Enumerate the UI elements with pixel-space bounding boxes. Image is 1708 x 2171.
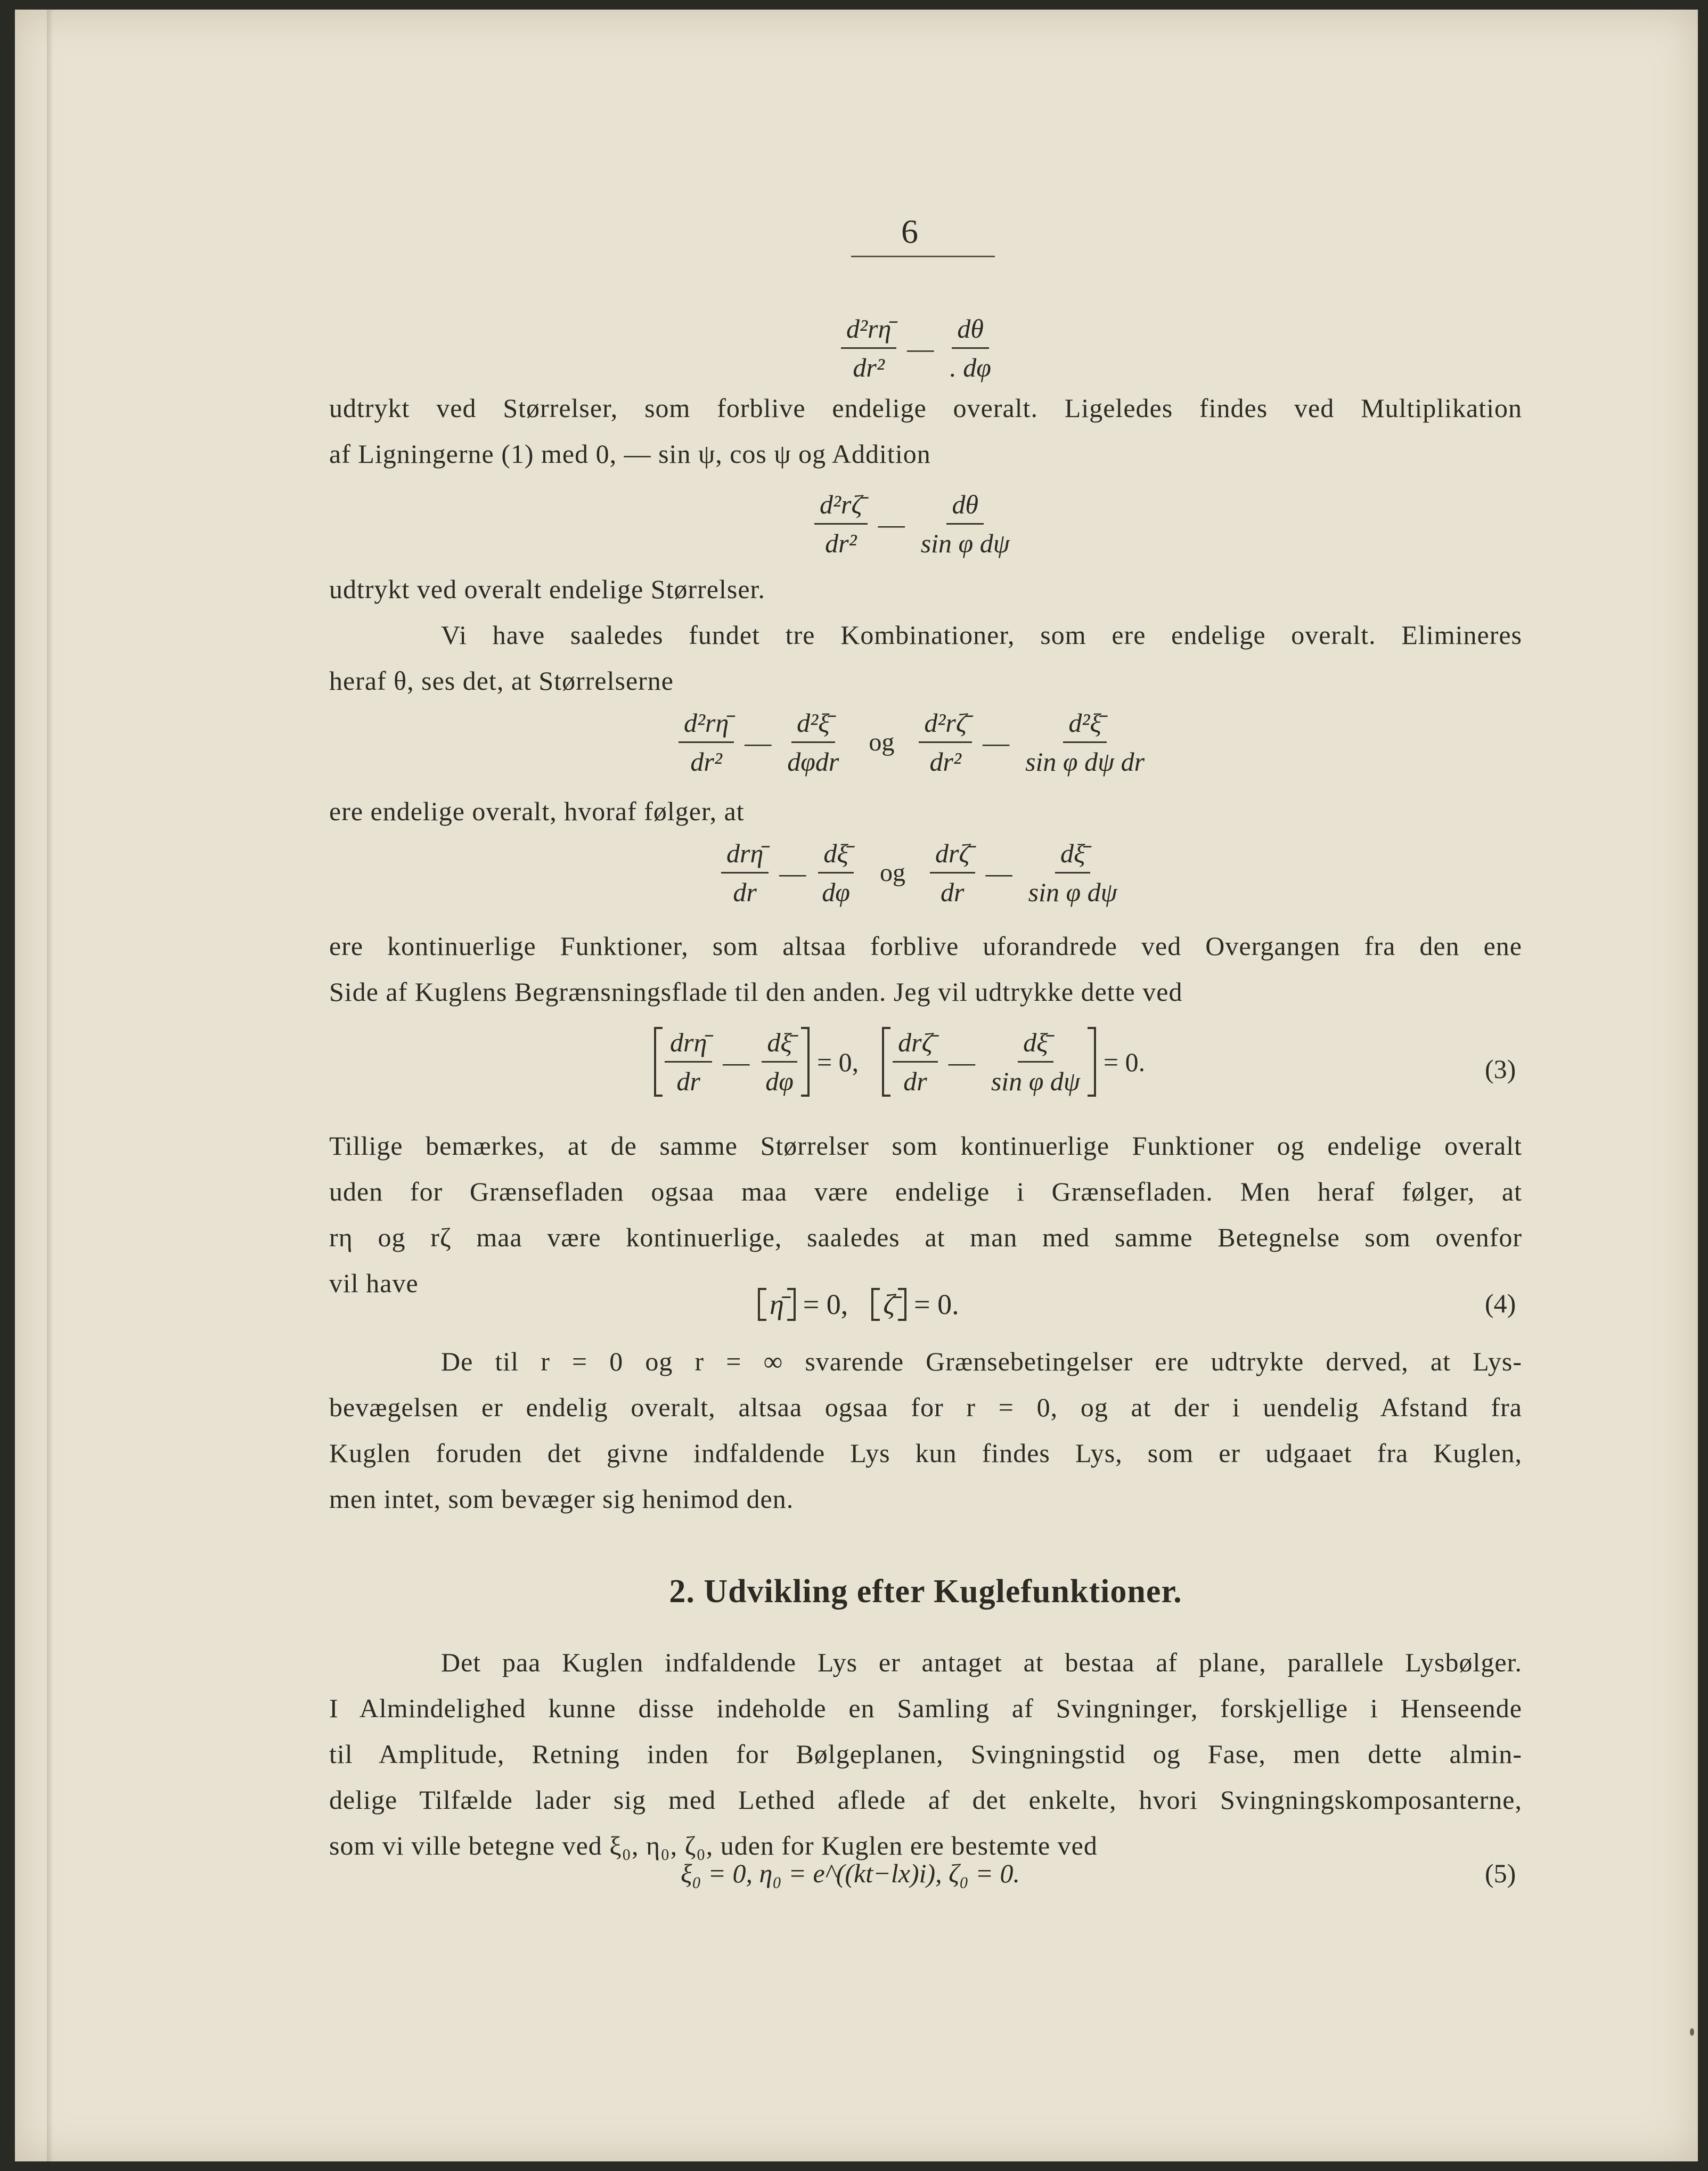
- fraction: [679, 707, 734, 777]
- equation-a: [838, 313, 1000, 383]
- numerator: drζ̄: [930, 838, 975, 874]
- equation-d: [718, 838, 1126, 908]
- denominator: dr²: [690, 747, 722, 777]
- page-number-rule: [851, 256, 995, 257]
- text-line: ere kontinuerlige Funktioner, som altsaa forblive uforandrede ved Overgangen fra den ene: [329, 931, 1522, 961]
- denominator: dr: [903, 1066, 927, 1096]
- fraction: [930, 838, 975, 908]
- denominator: sin φ dψ dr: [1025, 747, 1145, 777]
- text-line: vil have: [329, 1268, 419, 1298]
- numerator: dξ̄: [818, 838, 853, 874]
- text-line: udtrykt ved Størrelser, som forblive endelige overalt. Ligeledes findes ved Multiplikation: [329, 393, 1522, 423]
- text-line: til Amplitude, Retning inden for Bølgeplanen, Svingningstid og Fase, men dette almin-: [329, 1739, 1522, 1769]
- numerator: dθ: [946, 489, 984, 525]
- denominator: sin φ dψ: [920, 528, 1010, 558]
- text-line: ere endelige overalt, hvoraf følger, at: [329, 796, 745, 826]
- bracket-group: [654, 1027, 810, 1097]
- numerator: d²ξ̄: [1063, 707, 1106, 743]
- text-line: Vi have saaledes fundet tre Kombinationer, som ere endelige overalt. Elimineres: [441, 620, 1522, 650]
- text-line: bevægelsen er endelig overalt, altsaa ogsaa for r = 0, og at der i uendelig Afstand fra: [329, 1392, 1522, 1422]
- symbol: ζ̄: [883, 1288, 895, 1320]
- denominator: dφ: [822, 877, 850, 907]
- fraction: [782, 707, 844, 777]
- fraction: [841, 313, 896, 383]
- denominator: dφdr: [787, 747, 839, 777]
- section-heading: 2. Udvikling efter Kuglefunktioner.: [669, 1573, 1182, 1610]
- text-line: delige Tilfælde lader sig med Lethed aflede af det enkelte, hvori Svingningskomposanterne,: [329, 1785, 1522, 1815]
- equals-zero: = 0,: [816, 1047, 859, 1077]
- equals-zero: = 0.: [1103, 1047, 1146, 1077]
- equation-3: [654, 1027, 1153, 1097]
- page-number: 6: [901, 213, 918, 250]
- bracket-group: [871, 1288, 906, 1321]
- denominator: . dφ: [950, 353, 991, 382]
- denominator: dr²: [929, 747, 961, 777]
- fraction: [760, 1027, 799, 1097]
- equals-zero: = 0.: [914, 1288, 959, 1320]
- text-line: De til r = 0 og r = ∞ svarende Grænsebetingelser ere udtrykte derved, at Lys-: [441, 1346, 1522, 1376]
- fraction: [944, 313, 996, 383]
- operator: —: [723, 1047, 750, 1077]
- text-line: Tillige bemærkes, at de samme Størrelser som kontinuerlige Funktioner og endelige overalt: [329, 1131, 1522, 1161]
- denominator: dr: [733, 877, 757, 907]
- equation-number: (3): [1485, 1054, 1516, 1084]
- denominator: sin φ dψ: [1028, 877, 1117, 907]
- fraction: [919, 707, 972, 777]
- numerator: dξ̄: [762, 1027, 797, 1063]
- text-line: udtrykt ved overalt endelige Størrelser.: [329, 574, 765, 604]
- conjunction: og: [879, 859, 905, 887]
- equation-number: (4): [1485, 1288, 1516, 1318]
- operator: —: [907, 333, 934, 363]
- text-line: men intet, som bevæger sig henimod den.: [329, 1484, 794, 1514]
- equation-5: [681, 1858, 1020, 1889]
- numerator: dξ̄: [1018, 1027, 1053, 1063]
- numerator: drη̄: [665, 1027, 712, 1063]
- scanned-page: [15, 10, 1698, 2161]
- numerator: drζ̄: [893, 1027, 938, 1063]
- denominator: sin φ dψ: [991, 1066, 1080, 1096]
- numerator: d²rη̄: [679, 707, 734, 743]
- denominator: dr: [941, 877, 965, 907]
- text-line: I Almindelighed kunne disse indeholde en Samling af Svingninger, forskjellige i Henseende: [329, 1693, 1522, 1723]
- operator: —: [779, 858, 806, 888]
- text-line: Det paa Kuglen indfaldende Lys er antaget at bestaa af plane, parallele Lysbølger.: [441, 1647, 1522, 1677]
- equation-number: (5): [1485, 1858, 1516, 1888]
- operator: —: [983, 727, 1010, 757]
- text-line: af Ligningerne (1) med 0, — sin ψ, cos ψ og Addition: [329, 439, 931, 469]
- text-line: heraf θ, ses det, at Størrelserne: [329, 666, 674, 696]
- fraction: [665, 1027, 712, 1097]
- denominator: dφ: [765, 1066, 794, 1096]
- operator: —: [985, 858, 1012, 888]
- text-line: uden for Grænsefladen ogsaa maa være endelige i Grænsefladen. Men heraf følger, at: [329, 1177, 1522, 1206]
- equals-zero: = 0,: [803, 1288, 848, 1320]
- numerator: d²rζ̄: [919, 707, 972, 743]
- operator: —: [745, 727, 772, 757]
- numerator: d²rη̄: [841, 313, 896, 349]
- text-line: Kuglen foruden det givne indfaldende Lys kun findes Lys, som er udgaaet fra Kuglen,: [329, 1438, 1522, 1468]
- numerator: dξ̄: [1055, 838, 1090, 874]
- bracket-group: [758, 1288, 796, 1321]
- numerator: d²ξ̄: [791, 707, 835, 743]
- operator: —: [948, 1047, 975, 1077]
- fraction: [1023, 838, 1123, 908]
- fraction: [814, 489, 868, 559]
- text-line: som vi ville betegne ved ξ₀, η₀, ζ₀, uden for Kuglen ere bestemte ved: [329, 1831, 1098, 1860]
- bracket-group: [882, 1027, 1096, 1097]
- text-line: rη og rζ maa være kontinuerlige, saaledes at man med samme Betegnelse som ovenfor: [329, 1222, 1522, 1252]
- conjunction: og: [869, 728, 895, 756]
- denominator: dr: [676, 1066, 700, 1096]
- symbol: η̄: [770, 1288, 784, 1320]
- fraction: [1020, 707, 1150, 777]
- equation-b: [811, 489, 1018, 559]
- fraction: [816, 838, 855, 908]
- fraction: [893, 1027, 938, 1097]
- equation-c: [675, 707, 1153, 777]
- denominator: dr²: [853, 353, 885, 382]
- fraction: [916, 489, 1015, 559]
- ink-fleck: [1690, 2028, 1694, 2036]
- equation-expression: ξ₀ = 0, η₀ = e^((kt−lx)i), ζ₀ = 0.: [681, 1858, 1020, 1888]
- operator: —: [878, 509, 905, 539]
- text-line: Side af Kuglens Begrænsningsflade til den anden. Jeg vil udtrykke dette ved: [329, 977, 1183, 1007]
- numerator: dθ: [952, 313, 989, 349]
- numerator: drη̄: [721, 838, 769, 874]
- numerator: d²rζ̄: [814, 489, 868, 525]
- equation-4: [758, 1288, 967, 1321]
- denominator: dr²: [825, 528, 857, 558]
- fraction: [721, 838, 769, 908]
- fraction: [986, 1027, 1085, 1097]
